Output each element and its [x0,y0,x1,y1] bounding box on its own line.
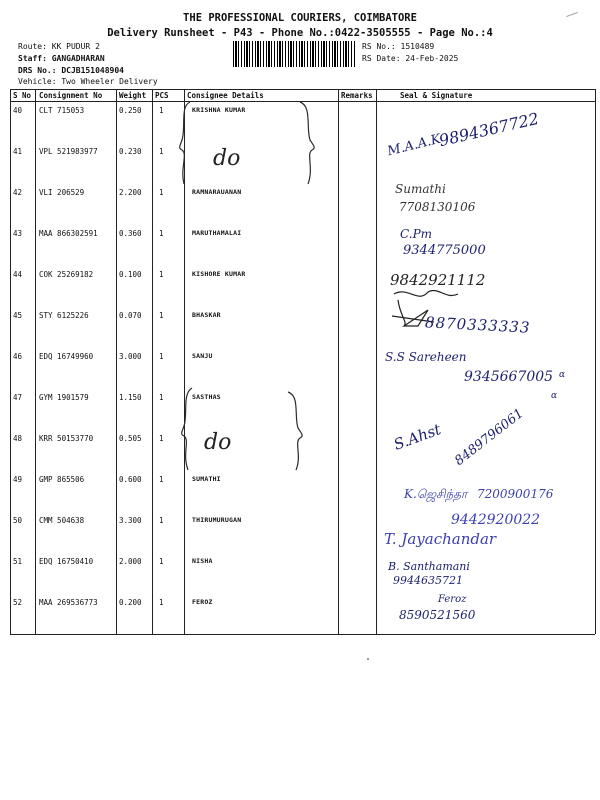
row-pcs: 1 [159,229,164,238]
row-sno: 50 [13,516,23,525]
signature-48: S.Ahst [391,420,444,454]
row-sno: 42 [13,188,23,197]
row-consignment: MAA 269536773 [39,598,98,607]
row-sno: 47 [13,393,23,402]
row-weight: 2.200 [119,188,142,197]
row-weight: 0.360 [119,229,142,238]
row-consignment: VLI 206529 [39,188,85,197]
row-consignment: GMP 865506 [39,475,85,484]
barcode [233,41,355,67]
col-border [10,89,11,634]
row-weight: 3.000 [119,352,142,361]
phone-43: 9344775000 [403,243,486,258]
header-consignee: Consignee Details [187,91,264,100]
signature-46: S.S Sareheen [385,350,467,364]
header-consignment: Consignment No [39,91,103,100]
phone-51: 9944635721 [393,574,463,587]
row-sno: 40 [13,106,23,115]
col-border [338,89,339,634]
signature-49: K.ஜெசிந்தா [404,487,468,501]
row-pcs: 1 [159,393,164,402]
signature-42: Sumathi [395,182,446,196]
header-remarks: Remarks [341,91,373,100]
row-weight: 0.100 [119,270,142,279]
phone-45: 8870333333 [424,313,531,337]
phone-42: 7708130106 [399,200,476,214]
col-border [35,89,36,634]
col-border [116,89,117,634]
row-pcs: 1 [159,434,164,443]
row-sno: 45 [13,311,23,320]
signature-51: B. Santhamani [388,560,470,573]
row-weight: 0.250 [119,106,142,115]
row-consignee: KRISHNA KUMAR [192,106,246,114]
row-sno: 48 [13,434,23,443]
row-weight: 0.505 [119,434,142,443]
signature-52: Feroz [438,594,467,605]
company-title: THE PROFESSIONAL COURIERS, COIMBATORE [183,12,417,24]
signature-40: M.A.A.K [385,131,443,160]
phone-40: 9894367722 [437,108,541,151]
row-weight: 0.200 [119,598,142,607]
header-sno: S No [13,91,32,100]
row-sno: 49 [13,475,23,484]
row-consignment: CMM 504638 [39,516,85,525]
row-weight: 0.070 [119,311,142,320]
row-pcs: 1 [159,311,164,320]
row-consignee: SUMATHI [192,475,221,483]
row-pcs: 1 [159,598,164,607]
row-pcs: 1 [159,106,164,115]
row-sno: 52 [13,598,23,607]
phone-48: 8489796061 [452,406,527,469]
row-pcs: 1 [159,188,164,197]
row-consignment: GYM 1901579 [39,393,89,402]
ditto-mark: do [213,146,241,171]
row-consignment: KRR 50153770 [39,434,94,443]
stray-mark: α [559,370,566,380]
row-weight: 2.000 [119,557,142,566]
row-consignee: RAMNARAUANAN [192,188,242,196]
row-consignment: CLT 715053 [39,106,85,115]
row-consignee: NISHA [192,557,213,565]
signature-50: T. Jayachandar [384,530,497,548]
row-consignment: COK 25269182 [39,270,94,279]
stray-dot [367,658,369,660]
col-border [595,89,596,634]
row-weight: 0.600 [119,475,142,484]
row-consignee: MARUTHAMALAI [192,229,242,237]
route-label: Route: KK PUDUR 2 [18,42,100,51]
row-weight: 0.230 [119,147,142,156]
runsheet-title: Delivery Runsheet - P43 - Phone No.:0422-3505555 - Page No.:4 [107,27,493,39]
row-consignment: STY 6125226 [39,311,89,320]
header-weight: Weight [119,91,147,100]
header-pcs: PCS [155,91,169,100]
row-consignee: SASTHAS [192,393,221,401]
row-pcs: 1 [159,270,164,279]
row-sno: 44 [13,270,23,279]
phone-52: 8590521560 [399,608,476,622]
row-consignee: BHASKAR [192,311,221,319]
phone-44: 9842921112 [390,271,486,289]
col-border [376,89,377,634]
header-signature: Seal & Signature [400,91,473,100]
row-consignee: FEROZ [192,598,213,606]
table-bottom-border [10,634,595,635]
row-pcs: 1 [159,557,164,566]
row-consignee: THIRUMURUGAN [192,516,242,524]
phone-49: 7200900176 [477,487,554,501]
drs-label: DRS No.: DCJB151048904 [18,66,124,75]
staff-label: Staff: GANGADHARAN [18,54,105,63]
row-consignment: VPL 521983977 [39,147,98,156]
phone-46: 9345667005 [464,369,554,385]
stray-mark: α [551,391,558,401]
row-weight: 3.300 [119,516,142,525]
row-pcs: 1 [159,475,164,484]
ditto-mark: do [204,430,232,455]
rs-no-label: RS No.: 1510489 [362,42,435,51]
row-consignee: KISHORE KUMAR [192,270,246,278]
ditto-bracket [178,384,328,476]
row-consignment: MAA 866302591 [39,229,98,238]
row-pcs: 1 [159,516,164,525]
row-consignment: EDQ 16750410 [39,557,94,566]
row-pcs: 1 [159,147,164,156]
signature-43: C.Pm [400,227,433,241]
row-consignee: SANJU [192,352,213,360]
rs-date-label: RS Date: 24-Feb-2025 [362,54,459,63]
table-top-border [10,89,595,90]
col-border [152,89,153,634]
row-sno: 51 [13,557,23,566]
row-consignment: EDQ 16749960 [39,352,94,361]
ditto-bracket [176,98,326,193]
row-sno: 41 [13,147,23,156]
row-sno: 43 [13,229,23,238]
row-pcs: 1 [159,352,164,361]
row-sno: 46 [13,352,23,361]
phone-50: 9442920022 [451,512,541,528]
vehicle-label: Vehicle: Two Wheeler Delivery [18,77,158,86]
row-weight: 1.150 [119,393,142,402]
